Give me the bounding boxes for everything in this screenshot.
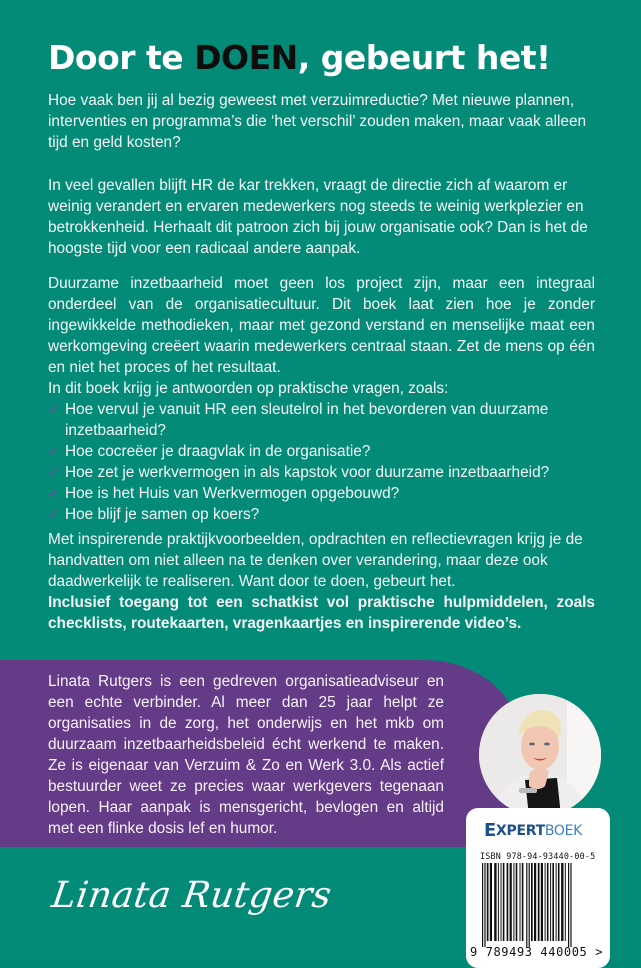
headline-part-1: Door te: [48, 38, 195, 77]
barcode-bar: [516, 863, 518, 941]
barcode-bar: [510, 863, 512, 941]
barcode-bar: [513, 863, 514, 941]
questions-section: [48, 378, 595, 525]
publisher-logo: [484, 820, 582, 841]
barcode-bar: [570, 863, 571, 947]
barcode-bar: [552, 863, 554, 941]
barcode-bar: [561, 863, 563, 941]
barcode-bar: [556, 863, 557, 941]
barcode-bar: [484, 863, 485, 947]
question-item: [48, 462, 595, 483]
check-icon: ✓: [48, 506, 60, 522]
question-text: Hoe blijf je samen op koers?: [65, 506, 260, 523]
ean-barcode: [480, 863, 598, 947]
author-bio: Linata Rutgers is een gedreven organisatieadviseur en een echte verbinder. Al meer dan 25 jaar helpt ze organisaties in de zorg, het onderwijs en het mkb om duurzaam inzetbaarheidsbeleid écht werkend te maken. Ze is eigenaar van Verzuim & Zo en Werk 3.0. Als actief bestuurder weet ze precies waar werkgevers tegenaan lopen. Haar aanpak is mensgericht, bevlogen en altijd met een flinke dosis lef en humor.: [48, 673, 444, 837]
bonus-paragraph: Inclusief toegang tot een schatkist vol praktische hulpmiddelen, zoals checklists, routekaarten, vragenkaartjes en inspirerende video’s.: [48, 594, 595, 632]
check-icon: ✓: [48, 464, 60, 480]
barcode-bar: [531, 863, 533, 941]
isbn-label: ISBN 978-94-93440-00-5: [480, 851, 596, 861]
barcode-bar: [550, 863, 551, 941]
headline-accent: DOEN: [194, 38, 298, 77]
publisher-logo-bold: XPERT: [496, 822, 545, 839]
question-text: Hoe is het Huis van Werkvermogen opgebouwd?: [65, 485, 400, 502]
barcode-bar: [545, 863, 546, 941]
question-item: [48, 441, 595, 462]
publisher-logo-light: BOEK: [544, 822, 583, 839]
barcode-bar: [534, 863, 536, 941]
barcode-bar: [498, 863, 499, 941]
question-item: [48, 483, 595, 504]
check-icon: ✓: [48, 443, 60, 459]
barcode-bar: [501, 863, 502, 941]
intro-paragraph-2: In veel gevallen blijft HR de kar trekken, vraagt de directie zich af waarom er weinig verandert en ervaren medewerkers nog steeds te weinig werkplezier en betrokkenheid. Herhaalt dit patroon zich bij jouw organisatie ook? Dan is het de hoogste tijd voor een radicaal andere aanpak.: [48, 177, 588, 257]
headline-part-2: , gebeurt het!: [297, 38, 551, 77]
barcode-bar: [547, 863, 549, 941]
cover-headline: [48, 38, 551, 77]
barcode-bar: [558, 863, 560, 941]
barcode-bar: [568, 863, 569, 947]
barcode-bar: [494, 863, 496, 941]
barcode-box: [466, 808, 610, 968]
barcode-bar: [529, 863, 530, 947]
barcode-bar: [520, 863, 521, 941]
question-text: Hoe cocreëer je draagvlak in de organisatie?: [65, 443, 371, 460]
question-item: [48, 399, 595, 441]
intro-paragraph-3: Duurzame inzetbaarheid moet geen los project zijn, maar een integraal onderdeel van de organisatiecultuur. Dit boek laat zien hoe je zonder ingewikkelde methodieken, maar met gezond verstand en menselijke maat een werkomgeving creëert waarin medewerkers centraal staan. Zet de mens op één en niet het proces of het resultaat.: [48, 275, 595, 376]
publisher-logo-mark: E: [484, 820, 496, 841]
barcode-bar: [538, 863, 540, 941]
author-signature: Linata Rutgers: [49, 875, 335, 916]
barcode-bar: [565, 863, 566, 941]
question-text: Hoe vervul je vanuit HR een sleutelrol in het bevorderen van duurzame inzetbaarheid?: [65, 401, 549, 439]
barcode-bar: [490, 863, 492, 941]
ean-digits: 9 789493 440005 >: [470, 945, 604, 959]
question-text: Hoe zet je werkvermogen in als kapstok voor duurzame inzetbaarheid?: [65, 464, 550, 481]
barcode-bar: [522, 863, 524, 941]
questions-list: [48, 399, 595, 525]
barcode-bar: [487, 863, 489, 941]
barcode-bar: [507, 863, 509, 941]
closing-paragraph: Met inspirerende praktijkvoorbeelden, opdrachten en reflectievragen krijg je de handvatten om niet alleen na te denken over verandering, maar deze ook daadwerkelijk te realiseren. Want door te doen, gebeurt het.: [48, 531, 583, 590]
check-icon: ✓: [48, 401, 60, 417]
barcode-bar: [482, 863, 483, 947]
intro-paragraph-1: Hoe vaak ben jij al bezig geweest met verzuimreductie? Met nieuwe plannen, interventies en programma’s die ‘het verschil’ zouden maken, maar vaak alleen tijd en geld kosten?: [48, 92, 587, 151]
barcode-bar: [526, 863, 527, 947]
author-portrait-illustration: [479, 694, 601, 816]
questions-lead: In dit boek krijg je antwoorden op praktische vragen, zoals:: [48, 380, 449, 397]
barcode-bar: [541, 863, 543, 941]
question-item: [48, 504, 595, 525]
check-icon: ✓: [48, 485, 60, 501]
author-photo: [479, 694, 601, 816]
barcode-bar: [503, 863, 505, 941]
